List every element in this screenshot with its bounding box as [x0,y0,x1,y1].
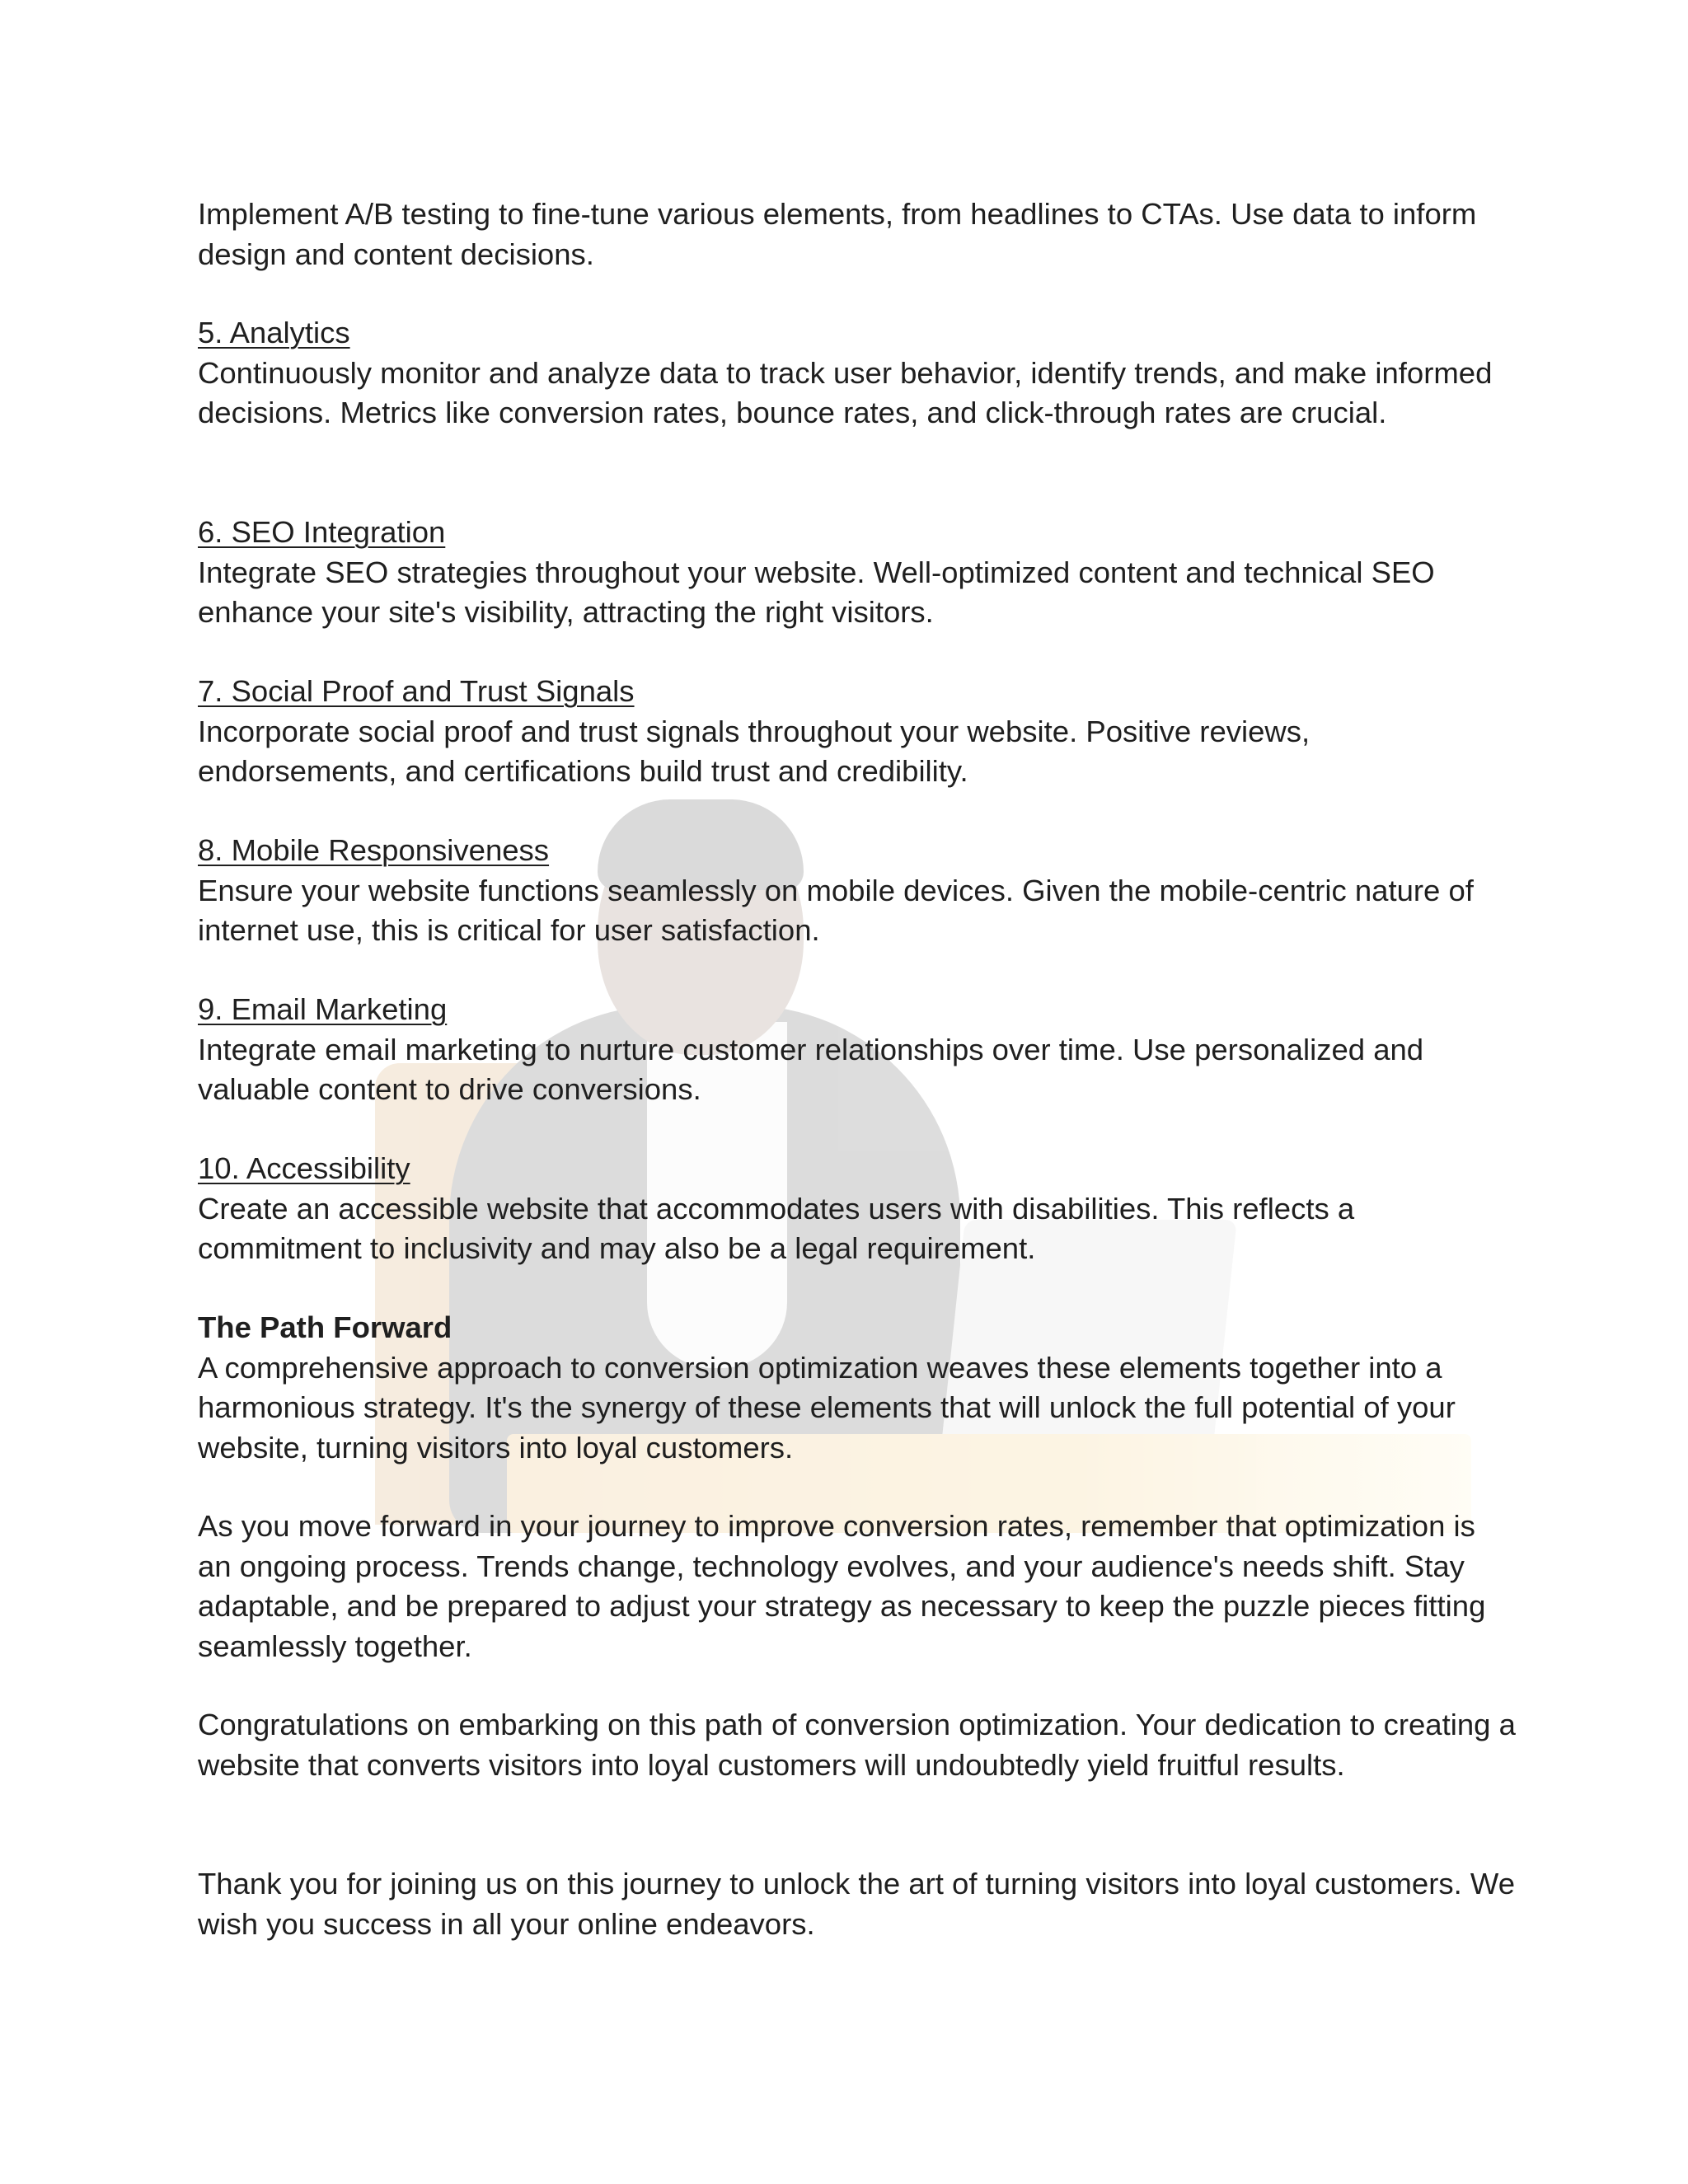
section-heading: 9. Email Marketing [198,992,448,1026]
intro-paragraph [198,194,1517,274]
section-body: Incorporate social proof and trust signals throughout your website. Positive reviews, endorsements, and certifications build trust and credibility. [198,714,1311,788]
section-heading: 6. SEO Integration [198,515,446,549]
closing-paragraph [198,1507,1517,1666]
section-email-marketing [198,990,1517,1110]
section-body: Continuously monitor and analyze data to track user behavior, identify trends, and make informed decisions. Metrics like conversion rates, bounce rates, and click-through rates are crucial. [198,355,1493,429]
section-body: A comprehensive approach to conversion optimization weaves these elements together into a harmonious strategy. It's the synergy of these elements that will unlock the full potential of your website, turning visitors into loyal customers. [198,1350,1456,1465]
section-heading: 7. Social Proof and Trust Signals [198,674,635,708]
section-path-forward [198,1308,1517,1468]
closing-text: Thank you for joining us on this journey to unlock the art of turning visitors into loyal customers. We wish you success in all your online endeavors. [198,1867,1515,1941]
section-body: Create an accessible website that accommodates users with disabilities. This reflects a commitment to inclusivity and may also be a legal requirement. [198,1191,1355,1265]
section-seo-integration [198,513,1517,633]
section-accessibility [198,1149,1517,1269]
section-mobile-responsiveness [198,831,1517,951]
section-body: Ensure your website functions seamlessly on mobile devices. Given the mobile-centric nature of internet use, this is critical for user satisfaction. [198,873,1474,947]
section-body: Integrate email marketing to nurture customer relationships over time. Use personalized and valuable content to drive conversions. [198,1032,1424,1106]
section-body: Integrate SEO strategies throughout your website. Well-optimized content and technical SEO enhance your site's visibility, attracting the right visitors. [198,555,1435,629]
closing-paragraph [198,1705,1517,1785]
section-heading: 5. Analytics [198,316,350,349]
closing-paragraph [198,1864,1517,1944]
closing-text: Congratulations on embarking on this path of conversion optimization. Your dedication to creating a website that converts visitors into loyal customers will undoubtedly yield fruitful results. [198,1708,1516,1782]
section-heading: 8. Mobile Responsiveness [198,833,550,867]
intro-text: Implement A/B testing to fine-tune various elements, from headlines to CTAs. Use data to inform design and content decisions. [198,197,1477,271]
section-heading-bold: The Path Forward [198,1310,452,1344]
closing-text: As you move forward in your journey to improve conversion rates, remember that optimization is an ongoing process. Trends change, technology evolves, and your audience's needs shift. Stay adaptable, and be prepared to adjust your strategy as necessary to keep the puzzle pieces fitting seamlessly together. [198,1509,1486,1663]
section-social-proof [198,672,1517,792]
section-heading: 10. Accessibility [198,1151,410,1185]
section-analytics [198,313,1517,434]
